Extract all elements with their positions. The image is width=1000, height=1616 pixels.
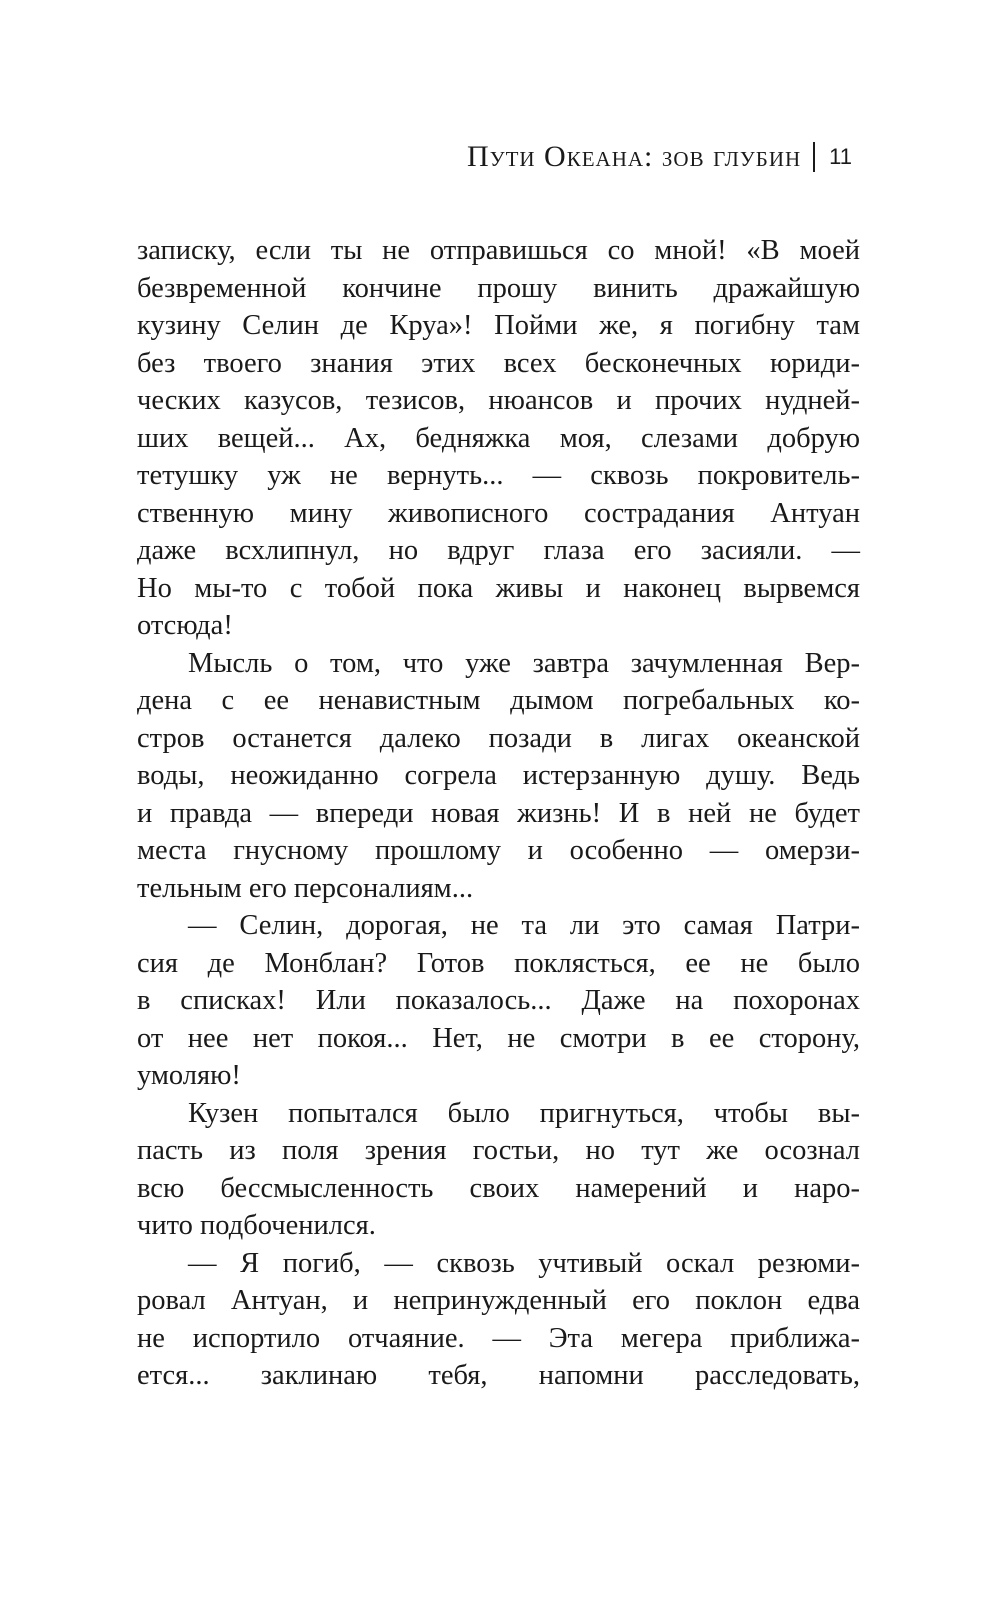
text-line: безвременной кончине прошу винить дражайшую (137, 272, 860, 304)
text-line: записку, если ты не отправишься со мной! «В моей (137, 235, 860, 266)
book-title: Пути Океана: зов глубин (467, 140, 802, 173)
text-line: ется... заклинаю тебя, напомни расследовать, (137, 1360, 860, 1391)
text-line: ших вещей... Ах, бедняжка моя, слезами добрую (137, 422, 860, 454)
text-line: ственную мину живописного сострадания Антуан (137, 497, 860, 529)
text-line: — Селин, дорогая, не та ли это самая Патри- (188, 910, 860, 941)
text-line: тельным его персоналиям... (137, 872, 474, 904)
text-line: умоляю! (137, 1060, 241, 1091)
text-line: сия де Монблан? Готов поклясться, ее не было (137, 947, 860, 979)
page-number: 11 (829, 144, 852, 169)
text-line: дена с ее ненавистным дымом погребальных ко- (137, 685, 860, 716)
running-head (467, 137, 852, 177)
text-line: — Я погиб, — сквозь учтивый оскал резюми- (188, 1247, 860, 1279)
text-line: отсюда! (137, 610, 233, 641)
text-line: не испортило отчаяние. — Эта мегера приближа- (137, 1322, 860, 1354)
text-line: стров останется далеко позади в лигах океанской (137, 722, 860, 754)
text-line: ческих казусов, тезисов, нюансов и прочих нудней- (137, 385, 860, 416)
text-line: чито подбоченился. (137, 1210, 376, 1241)
text-line: Кузен попытался было пригнуться, чтобы вы- (188, 1097, 860, 1129)
header-divider (813, 142, 815, 172)
text-line: без твоего знания этих всех бесконечных юриди- (137, 347, 860, 379)
text-line: всю бессмысленность своих намерений и наро- (137, 1172, 860, 1204)
text-line: даже всхлипнул, но вдруг глаза его засияли. — (137, 535, 860, 566)
text-line: воды, неожиданно согрела истерзанную душу. Ведь (137, 760, 860, 791)
body-text (137, 232, 860, 1395)
text-line: и правда — впереди новая жизнь! И в ней не будет (137, 797, 860, 829)
text-line: пасть из поля зрения гостьи, но тут же осознал (137, 1135, 860, 1166)
text-line: в списках! Или показалось... Даже на похоронах (137, 985, 860, 1016)
text-line: от нее нет покоя... Нет, не смотри в ее сторону, (137, 1022, 860, 1054)
text-line: ровал Антуан, и непринужденный его поклон едва (137, 1285, 860, 1316)
text-line: тетушку уж не вернуть... — сквозь покровитель- (137, 460, 860, 491)
text-line: места гнусному прошлому и особенно — омерзи- (137, 835, 860, 866)
text-line: Мысль о том, что уже завтра зачумленная Вер- (188, 647, 860, 679)
text-line: Но мы-то с тобой пока живы и наконец вырвемся (137, 572, 860, 604)
text-line: кузину Селин де Круа»! Пойми же, я погибну там (137, 310, 860, 341)
